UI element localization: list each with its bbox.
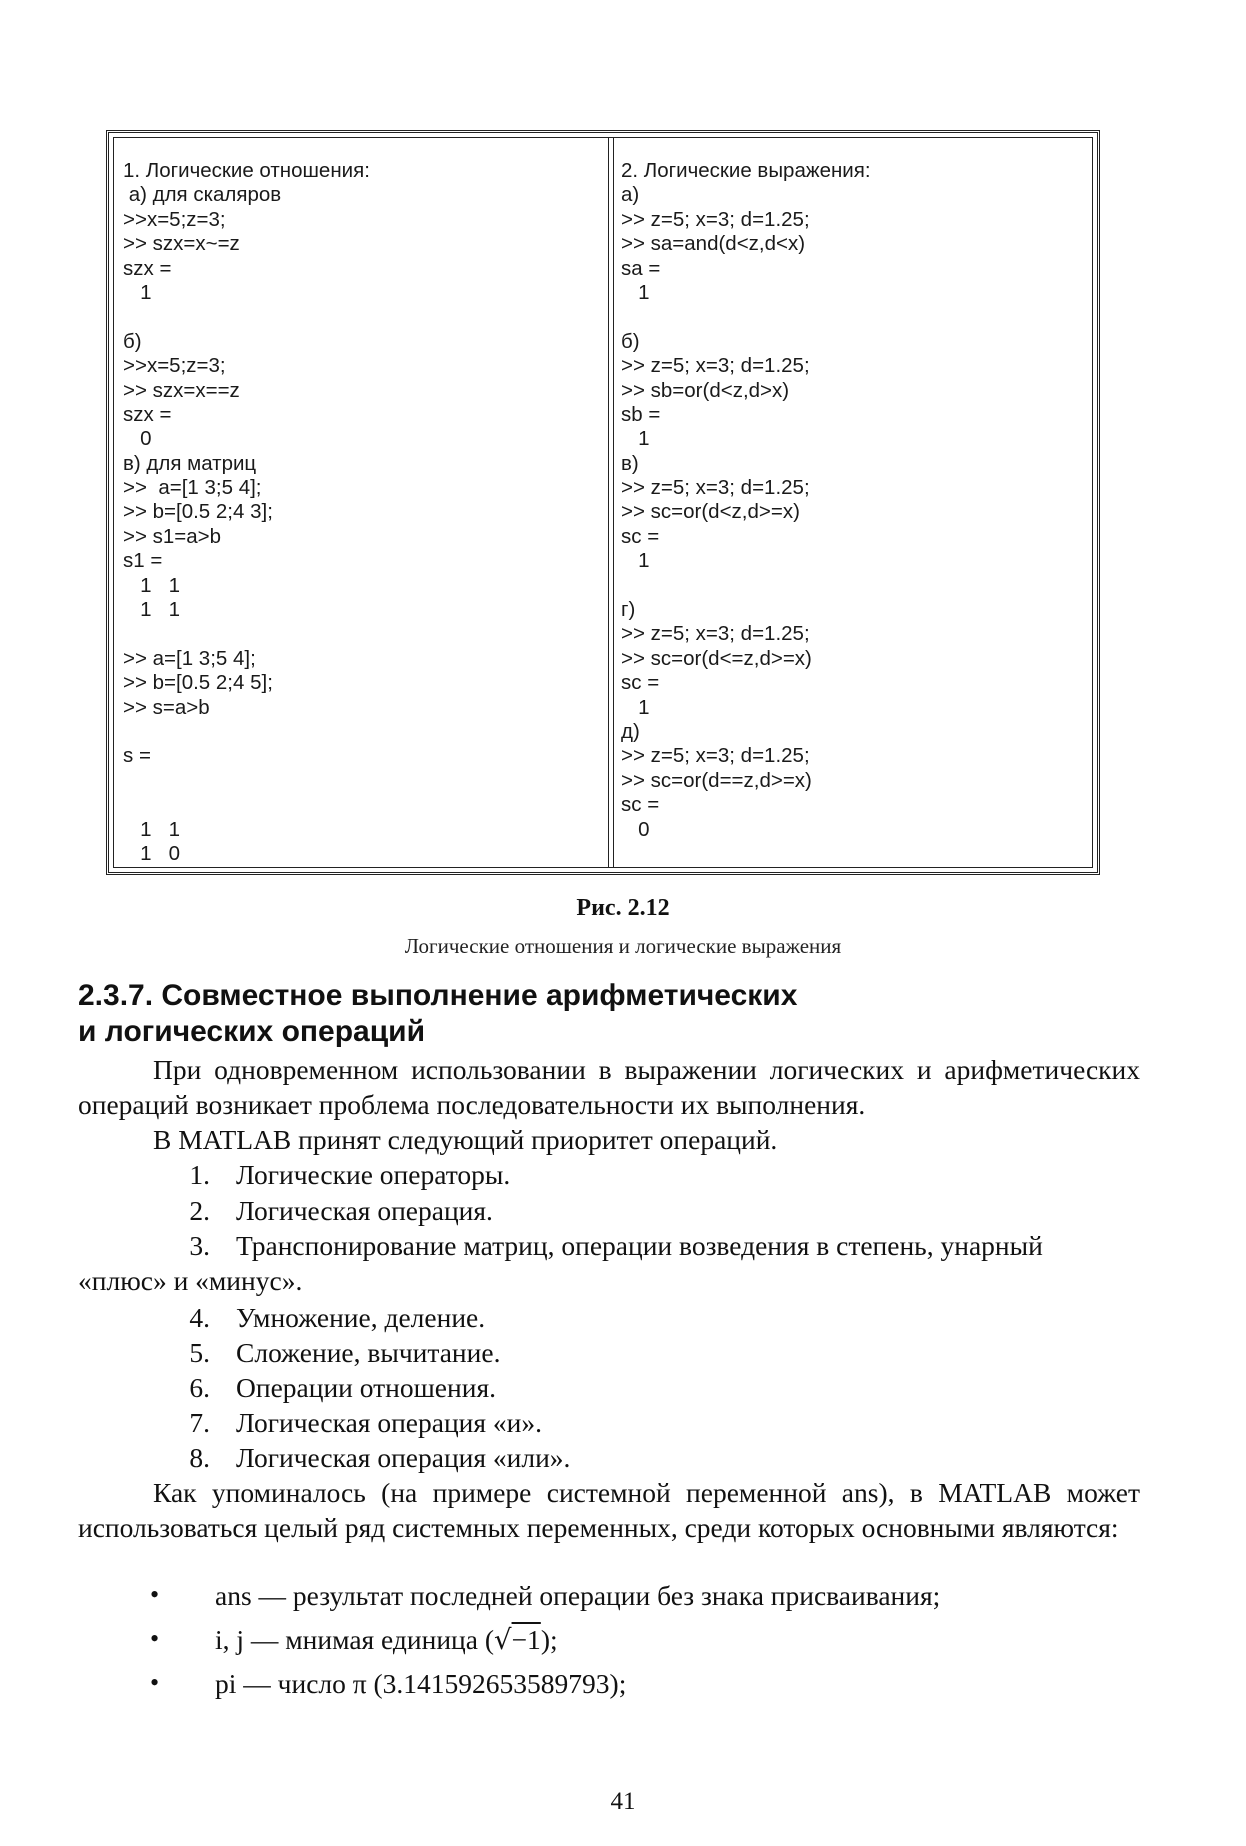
code-line: >> z=5; x=3; d=1.25;: [621, 476, 810, 500]
code-line: [621, 574, 871, 598]
priority-item-number: 4.: [189, 1302, 210, 1333]
code-line: [621, 305, 871, 329]
right-code-column: [621, 159, 871, 842]
code-line: >> s1=a>b: [123, 524, 222, 548]
section-heading-line1: 2.3.7. Совместное выполнение арифметических: [78, 979, 798, 1012]
code-line: в) для матриц: [123, 451, 257, 475]
priority-item: [78, 1440, 1140, 1475]
code-line: [123, 305, 370, 329]
priority-item-number: 2.: [189, 1195, 210, 1226]
priority-item-text: Логическая операция «и».: [236, 1407, 542, 1438]
priority-item-number: 8.: [189, 1442, 210, 1473]
priority-item-number: 3.: [189, 1230, 210, 1261]
priority-item-text: Операции отношения.: [236, 1372, 496, 1403]
code-line: а) для скаляров: [123, 183, 282, 207]
priority-item-text: Логическая операция.: [236, 1195, 493, 1226]
priority-item-number: 1.: [189, 1159, 210, 1190]
code-line: б): [123, 329, 142, 353]
code-line: 1 1: [123, 598, 180, 622]
code-line: sb =: [621, 402, 661, 426]
code-line: szx =: [123, 402, 172, 426]
code-line: sc =: [621, 524, 660, 548]
code-line: >> szx=x~=z: [123, 232, 240, 256]
code-line: 1: [621, 427, 650, 451]
code-line: >> b=[0.5 2;4 3];: [123, 500, 273, 524]
code-line: s =: [123, 744, 151, 768]
code-line: >> b=[0.5 2;4 5];: [123, 671, 273, 695]
priority-item: [78, 1193, 1140, 1228]
code-line: а): [621, 183, 640, 207]
code-line: >> sc=or(d<z,d>=x): [621, 500, 800, 524]
code-line: >> z=5; x=3; d=1.25;: [621, 207, 810, 231]
code-line: >> szx=x==z: [123, 378, 240, 402]
code-line: 1: [621, 695, 650, 719]
code-line: >> a=[1 3;5 4];: [123, 476, 262, 500]
figure-caption-text: Логические отношения и логические выражения: [404, 934, 842, 958]
sqrt-argument: −1: [511, 1624, 541, 1655]
bullet-imaginary-end: );: [540, 1624, 558, 1655]
code-line: >> sa=and(d<z,d<x): [621, 232, 806, 256]
priority-item-number: 7.: [189, 1407, 210, 1438]
sqrt-symbol: √: [494, 1624, 512, 1656]
code-line: >> z=5; x=3; d=1.25;: [621, 354, 810, 378]
priority-item: [78, 1157, 1140, 1192]
section-heading-line2: и логических операций: [78, 1015, 426, 1048]
code-line: д): [621, 719, 640, 743]
paragraph-priority: В MATLAB принят следующий приоритет операций.: [153, 1124, 778, 1155]
code-line: 1 1: [123, 817, 180, 841]
code-line: 0: [621, 817, 650, 841]
code-line: б): [621, 329, 640, 353]
left-code-column: [123, 159, 370, 866]
code-line: 1: [123, 280, 152, 304]
code-line: 1: [621, 549, 650, 573]
priority-item-text: Транспонирование матриц, операции возведения в степень, унарный: [236, 1230, 1043, 1261]
code-line: >> sb=or(d<z,d>x): [621, 378, 790, 402]
figure-column-divider: [608, 138, 614, 867]
priority-item: [78, 1370, 1140, 1405]
code-line: [123, 720, 370, 744]
code-line: 1 1: [123, 573, 180, 597]
code-line: >> z=5; x=3; d=1.25;: [621, 622, 810, 646]
bullet-marker: •: [150, 1580, 160, 1609]
code-line: >> sc=or(d<=z,d>=x): [621, 646, 812, 670]
code-line: >> a=[1 3;5 4];: [123, 646, 256, 670]
code-line: >>x=5;z=3;: [123, 207, 226, 231]
priority-item: [78, 1405, 1140, 1440]
priority-item-text: Логическая операция «или».: [236, 1442, 571, 1473]
code-line: 2. Логические выражения:: [621, 159, 871, 182]
code-line: sc =: [621, 671, 660, 695]
code-line: s1 =: [123, 549, 163, 573]
bullet-marker: •: [150, 1624, 160, 1653]
code-line: 1. Логические отношения:: [123, 159, 370, 182]
paragraph-system-vars: Как упоминалось (на примере системной переменной ans), в MATLAB может использоваться целый ряд системных переменных, среди которых основными являются:: [78, 1477, 1140, 1543]
code-line: в): [621, 451, 639, 475]
code-line: 1 0: [123, 841, 180, 865]
code-line: 1: [621, 280, 650, 304]
code-line: 0: [123, 427, 152, 451]
priority-item: [78, 1300, 1140, 1335]
priority-item-number: 6.: [189, 1372, 210, 1403]
section-heading: [78, 978, 1078, 1050]
bullet-imaginary-text: i, j — мнимая единица (: [215, 1624, 495, 1655]
code-line: sa =: [621, 256, 661, 280]
bullet-pi: pi — число π (3.141592653589793);: [215, 1668, 627, 1699]
priority-item-3-continuation: «плюс» и «минус».: [78, 1265, 303, 1296]
code-line: >>x=5;z=3;: [123, 354, 226, 378]
code-line: [123, 793, 370, 817]
bullet-marker: •: [150, 1668, 160, 1697]
code-line: sc =: [621, 793, 660, 817]
code-line: >> s=a>b: [123, 695, 210, 719]
priority-item-text: Сложение, вычитание.: [236, 1337, 501, 1368]
code-line: [123, 622, 370, 646]
priority-item: [78, 1228, 1140, 1263]
code-line: >> z=5; x=3; d=1.25;: [621, 744, 810, 768]
figure-caption-title: Рис. 2.12: [576, 895, 670, 921]
priority-item-number: 5.: [189, 1337, 210, 1368]
bullet-imaginary: [215, 1624, 558, 1656]
code-line: г): [621, 598, 636, 622]
priority-item-text: Умножение, деление.: [236, 1302, 486, 1333]
code-line: szx =: [123, 256, 172, 280]
bullet-ans: ans — результат последней операции без знака присваивания;: [215, 1580, 941, 1611]
code-line: [123, 769, 370, 793]
page-number: 41: [610, 1788, 636, 1815]
figure-frame: [106, 130, 1100, 875]
paragraph-intro: При одновременном использовании в выражении логических и арифметических операций возникает проблема последовательности их выполнения.: [78, 1054, 1140, 1120]
priority-item: [78, 1335, 1140, 1370]
code-line: >> sc=or(d==z,d>=x): [621, 768, 812, 792]
priority-item-text: Логические операторы.: [236, 1159, 511, 1190]
